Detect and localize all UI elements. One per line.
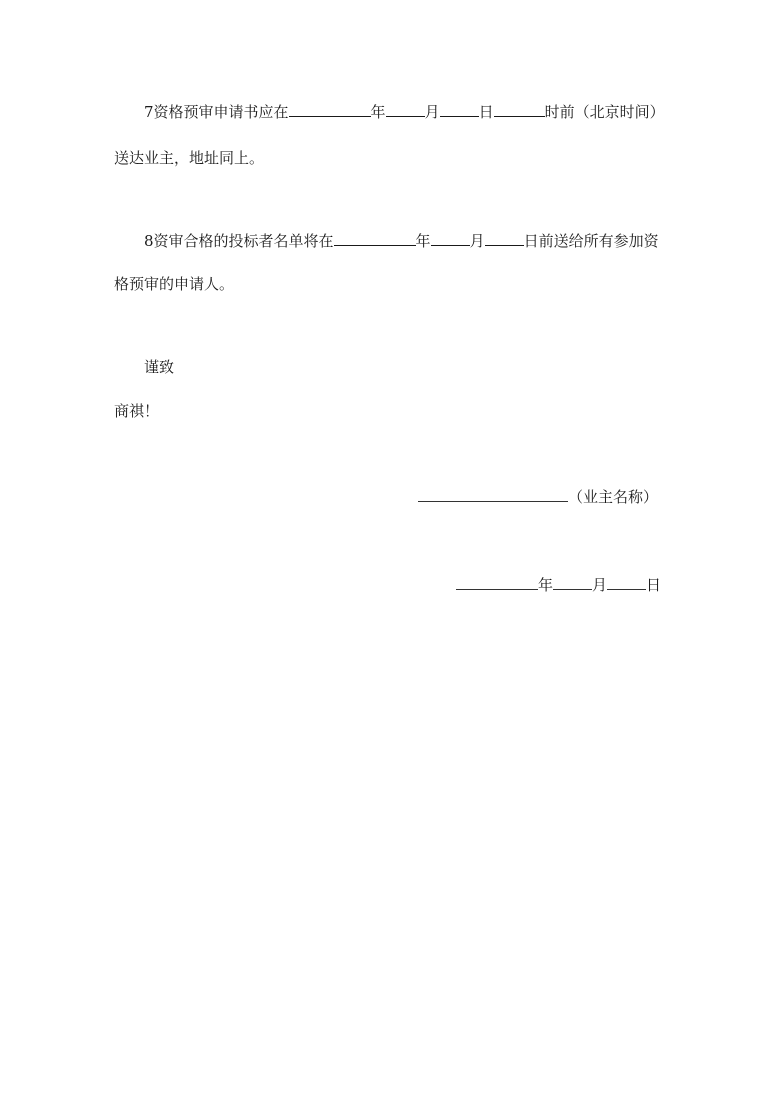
closing-greeting: 谨致 bbox=[144, 358, 175, 376]
para7-tail-text: 时前（北京时间） bbox=[544, 103, 665, 121]
month-label: 月 bbox=[424, 103, 440, 121]
hour-blank[interactable] bbox=[494, 101, 545, 117]
signature-month-blank[interactable] bbox=[553, 574, 592, 590]
para7-line1 bbox=[144, 101, 665, 121]
year-label: 年 bbox=[370, 103, 386, 121]
para8-line1 bbox=[144, 230, 659, 250]
year-blank[interactable] bbox=[289, 101, 371, 117]
year-blank[interactable] bbox=[334, 230, 416, 246]
month-label: 月 bbox=[469, 232, 485, 250]
owner-name-blank[interactable] bbox=[418, 486, 568, 502]
owner-name-line bbox=[418, 486, 658, 506]
signature-month-label: 月 bbox=[592, 576, 608, 594]
para7-lead-text: 7资格预审申请书应在 bbox=[144, 103, 289, 121]
para8-line2: 格预审的申请人。 bbox=[114, 275, 235, 293]
day-blank[interactable] bbox=[440, 101, 479, 117]
signature-date-line bbox=[456, 574, 661, 594]
day-label: 日 bbox=[478, 103, 494, 121]
para8-tail-text: 日前送给所有参加资 bbox=[523, 232, 659, 250]
signature-year-label: 年 bbox=[538, 576, 554, 594]
closing-salute: 商祺！ bbox=[114, 402, 160, 420]
month-blank[interactable] bbox=[431, 230, 470, 246]
para7-line2: 送达业主，地址同上。 bbox=[114, 149, 265, 167]
signature-year-blank[interactable] bbox=[456, 574, 538, 590]
signature-day-label: 日 bbox=[646, 576, 662, 594]
month-blank[interactable] bbox=[386, 101, 425, 117]
owner-name-label: （业主名称） bbox=[568, 488, 659, 506]
day-blank[interactable] bbox=[485, 230, 524, 246]
year-label: 年 bbox=[415, 232, 431, 250]
para8-lead-text: 8资审合格的投标者名单将在 bbox=[144, 232, 334, 250]
signature-day-blank[interactable] bbox=[607, 574, 646, 590]
